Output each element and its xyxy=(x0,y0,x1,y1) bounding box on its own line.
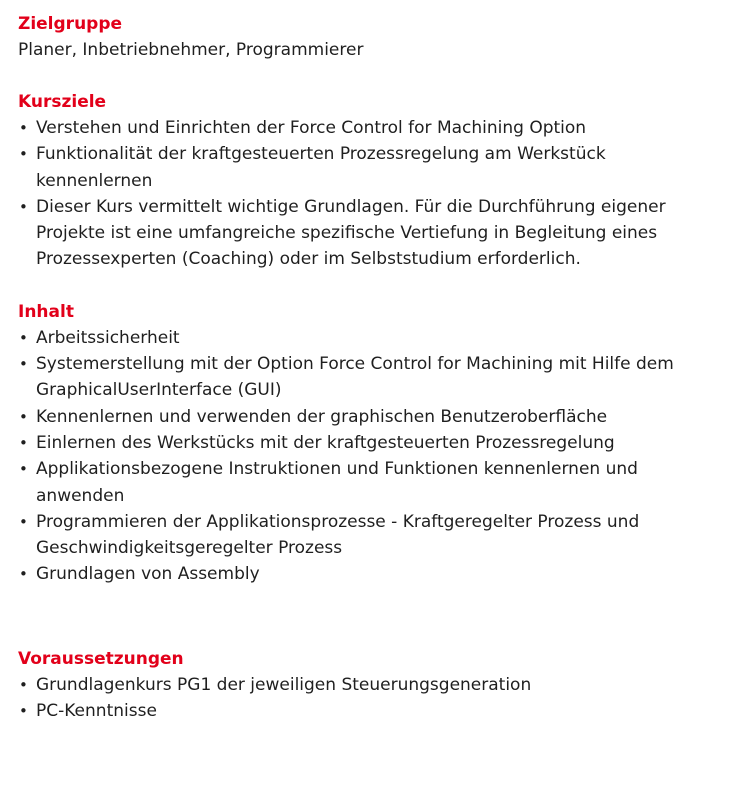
list-item xyxy=(18,194,726,273)
inhalt-heading: Inhalt xyxy=(18,301,74,322)
list-item-text: Systemerstellung mit der Option Force Control for Machining mit Hilfe dem GraphicalUserInterface (GUI) xyxy=(36,354,674,401)
list-item-text: Dieser Kurs vermittelt wichtige Grundlagen. Für die Durchführung eigener Projekte ist eine umfangreiche spezifische Vertiefung in Begleitung eines Prozessexperten (Coaching) oder im Selbststudium erforderlich. xyxy=(36,196,666,270)
inhalt-list xyxy=(18,325,755,588)
bullet-icon: • xyxy=(19,355,28,374)
list-item xyxy=(18,115,726,141)
kursziele-heading: Kursziele xyxy=(18,92,107,112)
voraussetzungen-list xyxy=(18,672,755,725)
list-item xyxy=(18,430,726,456)
list-item-text: Einlernen des Werkstücks mit der kraftgesteuerten Prozessregelung xyxy=(36,432,615,453)
bullet-icon: • xyxy=(19,407,28,426)
list-item xyxy=(18,141,726,194)
bullet-icon: • xyxy=(19,145,28,164)
spacer xyxy=(18,273,755,299)
zielgruppe-text: Planer, Inbetriebnehmer, Programmierer xyxy=(18,40,364,60)
list-item-text: Funktionalität der kraftgesteuerten Prozessregelung am Werkstück kennenlernen xyxy=(36,144,606,191)
list-item-text: Grundlagenkurs PG1 der jeweiligen Steuerungsgeneration xyxy=(36,674,532,695)
list-item-text: Applikationsbezogene Instruktionen und Funktionen kennenlernen und anwenden xyxy=(36,459,638,506)
list-item-text: PC-Kenntnisse xyxy=(36,701,157,722)
bullet-icon: • xyxy=(19,433,28,452)
list-item-text: Kennenlernen und verwenden der graphischen Benutzeroberfläche xyxy=(36,406,608,427)
list-item-text: Grundlagen von Assembly xyxy=(36,564,260,585)
list-item xyxy=(18,509,726,562)
zielgruppe-heading: Zielgruppe xyxy=(18,14,123,34)
voraussetzungen-heading: Voraussetzungen xyxy=(18,648,184,669)
bullet-icon: • xyxy=(19,460,28,479)
spacer xyxy=(18,588,755,646)
list-item xyxy=(18,325,726,351)
list-item xyxy=(18,404,726,430)
list-item xyxy=(18,456,726,509)
list-item xyxy=(18,698,726,724)
spacer xyxy=(18,63,755,89)
kursziele-list xyxy=(18,115,755,273)
bullet-icon: • xyxy=(19,328,28,347)
bullet-icon: • xyxy=(19,197,28,216)
list-item-text: Verstehen und Einrichten der Force Control for Machining Option xyxy=(36,118,587,138)
bullet-icon: • xyxy=(19,675,28,694)
list-item xyxy=(18,561,726,587)
list-item xyxy=(18,351,726,404)
list-item-text: Arbeitssicherheit xyxy=(36,327,180,348)
bullet-icon: • xyxy=(19,565,28,584)
list-item-text: Programmieren der Applikationsprozesse - Kraftgeregelter Prozess und Geschwindigkeitsgeregelter Prozess xyxy=(36,511,640,559)
bullet-icon: • xyxy=(19,512,28,531)
bullet-icon: • xyxy=(19,702,28,721)
list-item xyxy=(18,672,726,698)
bullet-icon: • xyxy=(19,119,28,137)
